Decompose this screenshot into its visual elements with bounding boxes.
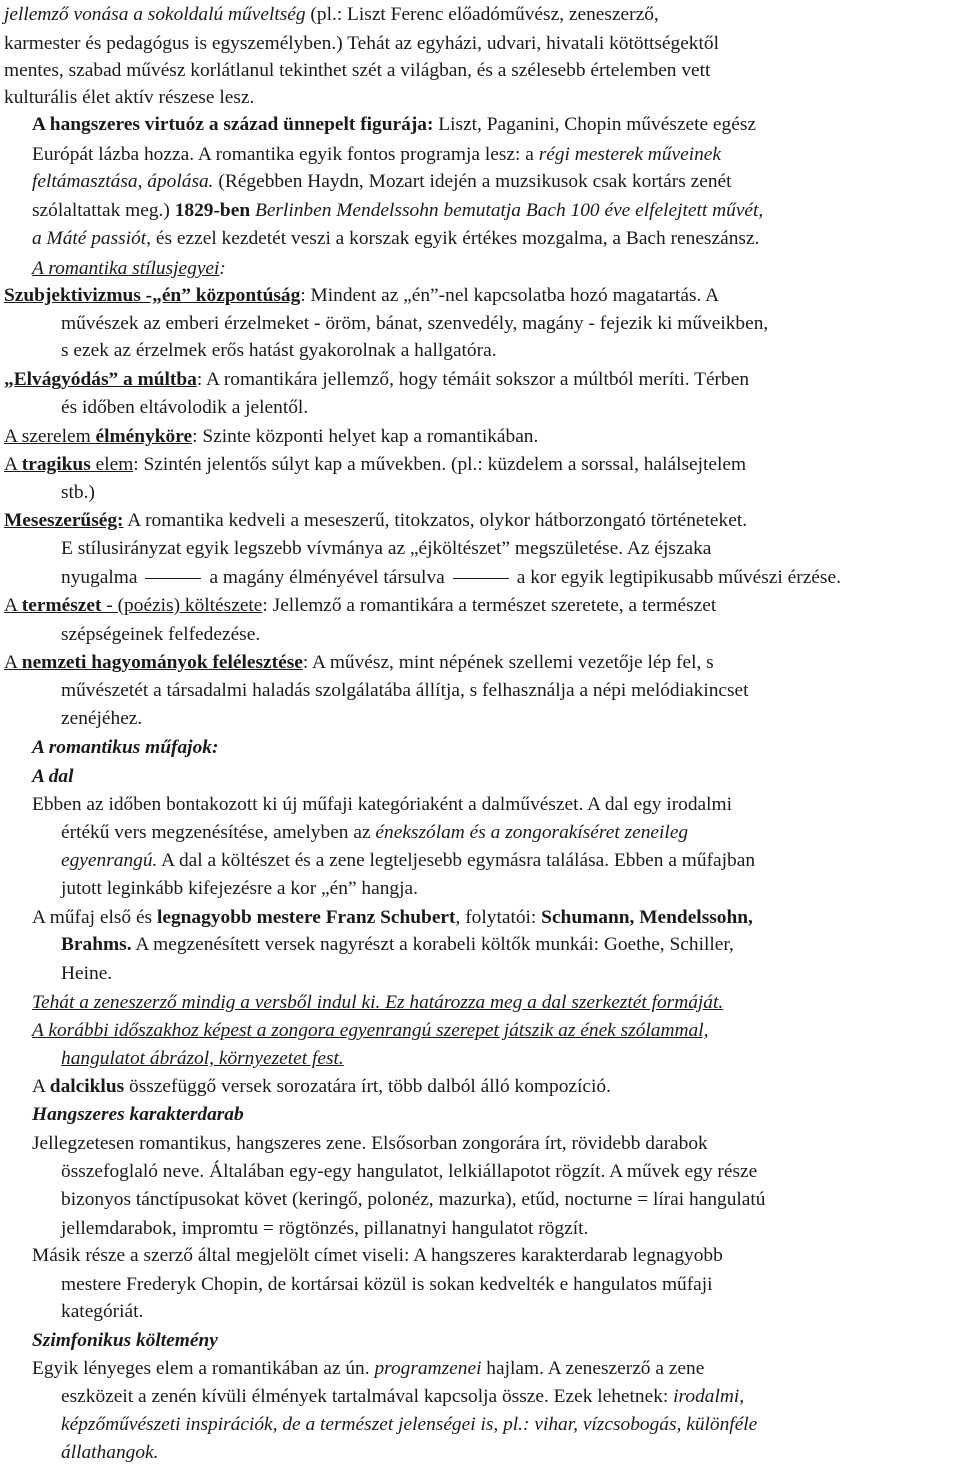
text-line [4,368,749,396]
text-line [61,312,768,340]
text-segment: Schumann, Mendelssohn, [541,907,753,928]
text-segment: Másik része a szerző által megjelölt címet viseli: A hangszeres karakterdarab legnagyobb [32,1245,723,1266]
text-segment: Hangszeres karakterdarab [32,1104,244,1125]
text-segment: A korábbi időszakhoz képest a zongora egyenrangú szerepet játszik az ének szólammal, [32,1020,709,1041]
text-segment: kategóriát. [61,1301,144,1322]
text-segment: mentes, szabad művész korlátlanul tekinthet szét a világban, és a szélesebb értelemben vett [4,60,711,81]
text-line [32,736,218,764]
text-segment: zenéjéhez. [61,708,143,729]
text-line [61,1160,757,1188]
text-line [32,1244,723,1272]
text-segment: hangulatot ábrázol, környezetet fest. [61,1048,344,1069]
text-segment: s ezek az érzelmek erős hatást gyakorolnak a hallgatóra. [61,340,497,361]
text-segment: jellemző vonása a sokoldalú műveltség [4,4,306,25]
em-dash-rule [453,578,509,579]
text-segment: szépségeinek felfedezése. [61,624,261,645]
text-segment: - (poézis) költészete [101,595,263,616]
text-segment: Tehát a zeneszerző mindig a versből indul ki. Ez határozza meg a dal szerkeztét formáját. [32,992,724,1013]
text-segment: (Régebben Haydn, Mozart idején a muzsikusok csak kortárs zenét [213,171,732,192]
text-line [61,481,95,509]
text-line [4,284,719,312]
text-segment: élményköre [95,426,193,447]
text-segment: Berlinben Mendelssohn bemutatja Bach 100 éve elfelejtett művét, [254,200,764,221]
text-line [4,3,659,31]
text-segment: feltámasztása, ápolása. [32,171,214,192]
text-line [61,1217,588,1245]
text-line [61,933,734,961]
text-line [4,59,710,87]
text-segment: A hangszeres virtuóz a század ünnepelt figurája: [32,114,434,135]
text-segment: Liszt, Paganini, Chopin művészete egész [433,114,756,135]
text-line [32,113,756,141]
text-line [61,707,142,735]
text-segment: Szubjektivizmus -„én” központúság [4,285,301,306]
text-segment: „Elvágyódás” a múltba [4,369,197,390]
text-line [32,1357,704,1385]
text-segment: énekszólam és a zongorakíséret zeneileg [375,822,689,843]
text-segment: 1829-ben [174,200,251,221]
text-segment: legnagyobb mestere Franz Schubert [156,907,456,928]
text-line [61,1188,765,1216]
text-line [61,1273,713,1301]
text-line [61,339,497,367]
text-segment: Heine. [61,963,113,984]
text-line [4,651,714,679]
text-segment: A [32,1076,50,1097]
text-segment: : [219,258,226,279]
text-segment: A [4,595,22,616]
text-segment: mestere Frederyk Chopin, de kortársai közül is sokan kedvelték e hangulatos műfaji [61,1274,713,1295]
text-line [4,453,746,481]
text-segment: karmester és pedagógus is egyszemélyben.) Tehát az egyházi, udvari, hivatali kötöttségektől [4,33,719,54]
text-segment: a kor egyik legtipikusabb művészi érzése. [516,567,841,588]
text-segment: régi mesterek műveinek [538,144,722,165]
text-line [32,991,723,1019]
text-segment: értékű vers megzenésítése, amelyben az [61,822,376,843]
text-line [32,1019,708,1047]
text-segment: természet [21,595,102,616]
text-segment: (pl.: Liszt Ferenc előadóművész, zeneszerző, [305,4,659,25]
text-line [61,821,688,849]
text-line [4,86,254,114]
text-line [4,594,716,622]
text-segment: A [4,454,22,475]
text-segment: jutott leginkább kifejezésre a kor „én” hangja. [61,878,418,899]
text-segment: E stílusirányzat egyik legszebb vívmánya az „éjköltészet” megszületése. Az éjszaka [61,538,712,559]
text-segment: nemzeti hagyományok felélesztése [21,652,303,673]
text-line [61,679,749,707]
text-segment: állathangok. [61,1442,159,1463]
text-segment: jellemdarabok, impromtu = rögtönzés, pillanatnyi hangulatot rögzít. [61,1218,589,1239]
text-segment: : Szinte központi helyet kap a romantikában. [192,426,539,447]
text-line [61,1413,757,1441]
text-segment: a Máté passiót, [32,228,152,249]
em-dash-rule [145,578,201,579]
text-line [61,877,418,905]
text-segment: A romantika stílusjegyei [32,258,220,279]
text-line [61,1300,143,1328]
text-line [61,849,755,877]
text-line [32,1075,611,1103]
text-segment: A dal a költészet és a zene legteljesebb egymásra találása. Ebben a műfajban [157,850,756,871]
text-segment: kulturális élet aktív részese lesz. [4,87,255,108]
text-segment: A szerelem [4,426,96,447]
text-segment: : A művész, mint népének szellemi vezetője lép fel, s [302,652,714,673]
text-segment: irodalmi, [673,1386,745,1407]
text-segment: A megzenésített versek nagyrészt a korabeli költők munkái: Goethe, Schiller, [131,934,734,955]
text-segment: : Mindent az „én”-nel kapcsolatba hozó magatartás. A [300,285,720,306]
text-line [32,1132,708,1160]
text-line [32,793,732,821]
text-segment: művészetét a társadalmi haladás szolgálatába állítja, s felhasználja a népi melódiakincset [61,680,749,701]
text-line [61,623,260,651]
text-line [61,1047,344,1075]
text-line [61,537,711,565]
text-line [61,962,112,990]
text-segment: A [4,652,22,673]
text-line [32,906,753,934]
text-segment: eszközeit a zenén kívüli élmények tartalmával kapcsolja össze. Ezek lehetnek: [61,1386,674,1407]
text-line [32,199,763,227]
text-segment: Meseszerűség: [4,510,124,531]
text-line [61,1385,744,1413]
text-segment: : A romantikára jellemző, hogy témáit sokszor a múltból meríti. Térben [196,369,750,390]
text-line [32,1103,244,1131]
text-segment: programzenei [374,1358,482,1379]
text-segment: szólaltattak meg.) [32,200,175,221]
text-segment: Szimfonikus költemény [32,1330,218,1351]
text-segment: Ebben az időben bontakozott ki új műfaji kategóriaként a dalművészet. A dal egy irodalmi [32,794,733,815]
text-line [32,257,226,285]
text-line [61,1441,158,1469]
text-line [4,32,719,60]
text-segment: Jellegzetesen romantikus, hangszeres zene. Elsősorban zongorára írt, rövidebb darabok [32,1133,708,1154]
text-line [32,1329,218,1357]
text-segment: hajlam. A zeneszerző a zene [481,1358,705,1379]
text-line [61,566,841,594]
text-line [32,227,759,255]
text-segment: bizonyos tánctípusokat követ (keringő, polonéz, mazurka), etűd, nocturne = lírai hangulatú [61,1189,766,1210]
text-segment: egyenrangú. [61,850,158,871]
text-segment: A romantikus műfajok: [32,737,219,758]
text-segment: dalciklus [49,1076,125,1097]
text-segment: : Jellemző a romantikára a természet szeretete, a természet [262,595,717,616]
text-segment: Európát lázba hozza. A romantika egyik fontos programja lesz: a [32,144,539,165]
text-segment: művészek az emberi érzelmeket - öröm, bánat, szenvedély, magány - fejezik ki műveikben, [61,313,769,334]
text-segment: , folytatói: [455,907,542,928]
text-line [61,396,308,424]
text-segment: összefoglaló neve. Általában egy-egy hangulatot, lelkiállapotot rögzít. A művek egy része [61,1161,758,1182]
text-segment: tragikus [21,454,91,475]
text-line [4,425,538,453]
text-segment: elem [90,454,134,475]
text-segment: A dal [32,766,74,787]
text-segment: nyugalma [61,567,138,588]
text-segment: és ezzel kezdetét veszi a korszak egyik értékes mozgalma, a Bach reneszánsz. [151,228,760,249]
text-segment: Brahms. [61,934,132,955]
text-segment: összefüggő versek sorozatára írt, több dalból álló kompozíció. [124,1076,611,1097]
text-segment: a magány élményével társulva [209,567,445,588]
text-segment: A romantika kedveli a meseszerű, titokzatos, olykor hátborzongató történeteket. [123,510,748,531]
text-segment: stb.) [61,482,95,503]
text-line [32,765,74,793]
text-segment: : Szintén jelentős súlyt kap a művekben. (pl.: küzdelem a sorssal, halálsejtelem [133,454,747,475]
text-segment: képzőművészeti inspirációk, de a természet jelenségei is, pl.: vihar, vízcsobogás, különféle [61,1414,758,1435]
text-line [4,509,747,537]
text-line [32,143,721,171]
text-line [32,170,732,198]
text-segment: A műfaj első és [32,907,157,928]
text-segment: Egyik lényeges elem a romantikában az ún. [32,1358,375,1379]
text-segment: és időben eltávolodik a jelentől. [61,397,309,418]
